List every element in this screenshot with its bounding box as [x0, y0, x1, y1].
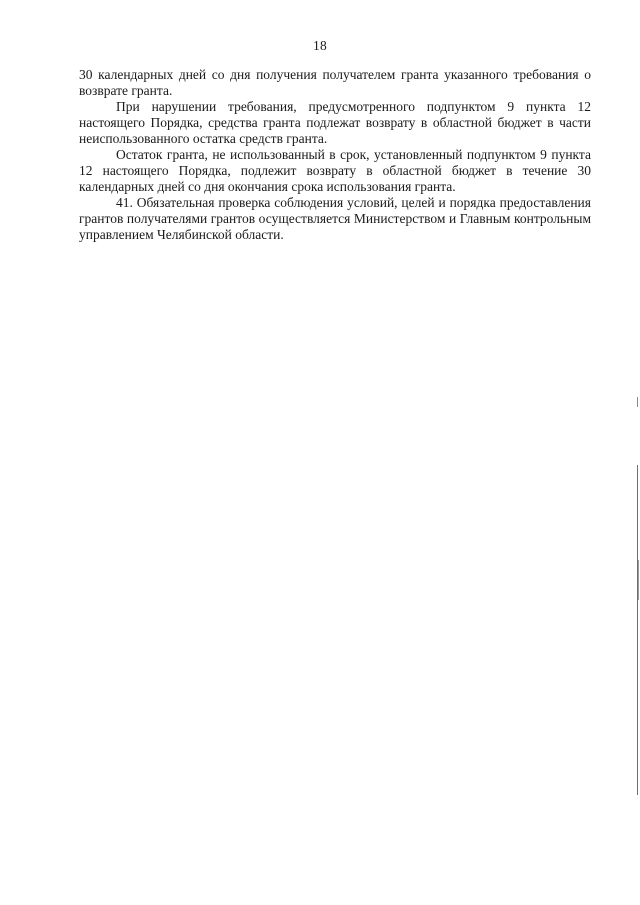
paragraph-violation-return: При нарушении требования, предусмотренного подпунктом 9 пункта 12 настоящего Порядка, средства гранта подлежат возврату в областной бюджет в части неиспользованного остатка средств гранта. [79, 99, 591, 146]
page-number: 18 [313, 38, 327, 53]
scan-edge-mark [637, 397, 638, 407]
paragraph-item-41: 41. Обязательная проверка соблюдения условий, целей и порядка предоставления грантов получателями грантов осуществляется Министерством и Главным контрольным управлением Челябинской области. [79, 195, 591, 242]
document-body [79, 67, 591, 243]
paragraph-unused-balance: Остаток гранта, не использованный в срок, установленный подпунктом 9 пункта 12 настоящего Порядка, подлежит возврату в областной бюджет в течение 30 календарных дней со дня окончания срока использования гранта. [79, 147, 591, 194]
scan-edge-mark [638, 560, 639, 600]
scan-edge-mark [637, 465, 638, 795]
paragraph-continuation: 30 календарных дней со дня получения получателем гранта указанного требования о возврате гранта. [79, 67, 591, 98]
